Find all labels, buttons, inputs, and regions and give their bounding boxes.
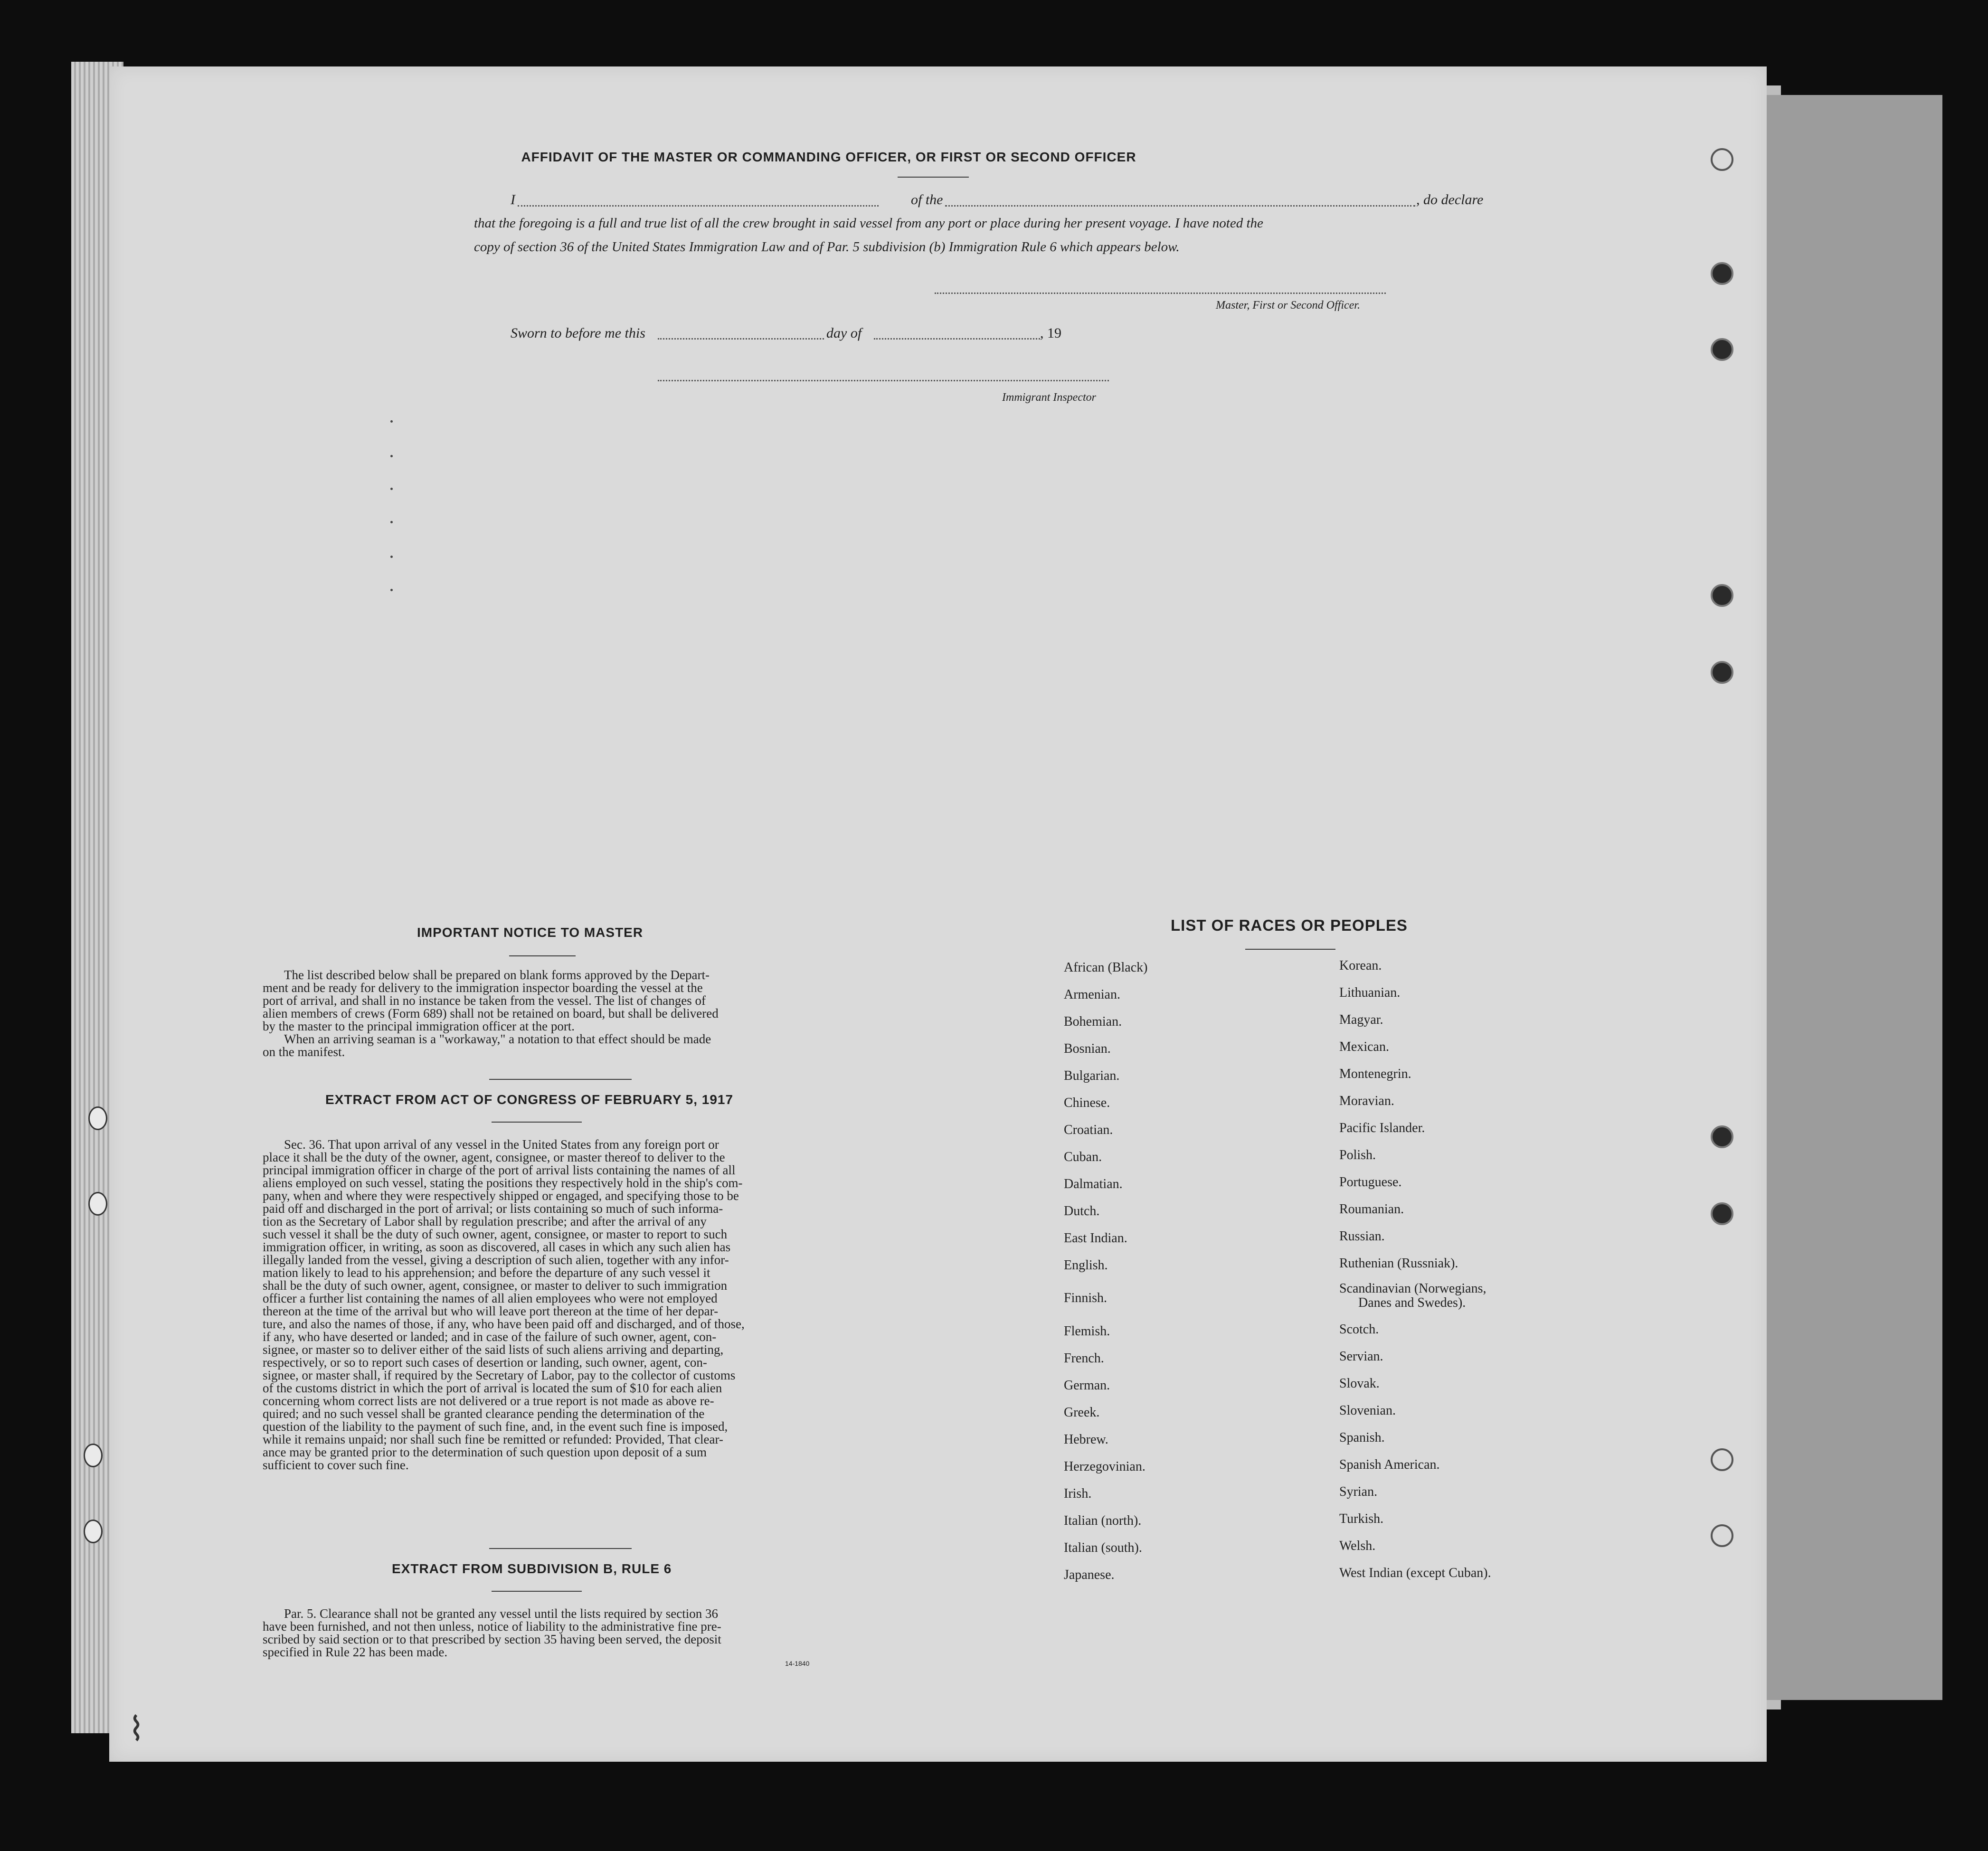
sworn-year: , 19	[1040, 325, 1061, 341]
rule-extract-body	[263, 1607, 809, 1659]
rule-line: have been furnished, and not then unless, notice of liability to the administrative fine pre-	[263, 1619, 721, 1634]
notice-line: When an arriving seaman is a "workaway," a notation to that effect should be made	[284, 1032, 711, 1046]
master-signature-line[interactable]	[935, 293, 1386, 294]
race-left: Dutch.	[1064, 1204, 1100, 1218]
race-left: French.	[1064, 1351, 1104, 1366]
act-line: tion as the Secretary of Labor shall by regulation prescribe; and after the arrival of any	[263, 1214, 707, 1228]
act-line: thereon at the time of the arrival but who will leave port thereon at the time of her depar-	[263, 1304, 719, 1318]
race-left: Chinese.	[1064, 1095, 1110, 1110]
name-blank[interactable]	[518, 205, 879, 207]
race-right: Scotch.	[1339, 1322, 1379, 1337]
act-line: Sec. 36. That upon arrival of any vessel in the United States from any foreign port or	[284, 1137, 719, 1152]
race-right: Lithuanian.	[1339, 985, 1401, 1000]
margin-tick	[390, 589, 393, 591]
title-underline	[898, 177, 969, 178]
act-line: sufficient to cover such fine.	[263, 1458, 409, 1472]
affidavit-of-the: of the	[911, 192, 943, 208]
margin-tick	[390, 521, 393, 523]
race-right: Korean.	[1339, 958, 1382, 973]
race-left: African (Black)	[1064, 960, 1148, 975]
act-line: pany, when and where they were respectively shipped or engaged, and specifying those to be	[263, 1189, 739, 1203]
race-right-continuation: Danes and Swedes).	[1358, 1295, 1466, 1310]
race-right: Scandinavian (Norwegians,	[1339, 1281, 1486, 1296]
act-line: paid off and discharged in the port of arrival; or lists containing so much of such informa-	[263, 1201, 723, 1216]
margin-tick	[390, 420, 393, 423]
margin-tick	[390, 556, 393, 558]
race-left: Dalmatian.	[1064, 1177, 1123, 1191]
race-right: Spanish American.	[1339, 1457, 1440, 1472]
race-right: Roumanian.	[1339, 1202, 1404, 1217]
act-title-underline	[492, 1122, 582, 1123]
race-right: Welsh.	[1339, 1539, 1376, 1553]
act-line: aliens employed on such vessel, stating the positions they respectively hold in the ship's com-	[263, 1176, 743, 1190]
act-line: signee, or master shall, if required by the Secretary of Labor, pay to the collector of customs	[263, 1368, 736, 1382]
race-left: East Indian.	[1064, 1231, 1127, 1246]
act-line: if any, who have deserted or landed; and in case of the failure of such owner, agent, con-	[263, 1330, 717, 1344]
race-right: Slovak.	[1339, 1376, 1380, 1391]
act-line: mation likely to lead to his apprehension; and before the departure of any such vessel it	[263, 1265, 710, 1280]
race-left: Italian (north).	[1064, 1513, 1142, 1528]
act-line: shall be the duty of such owner, agent, consignee, or master to deliver to such immigration	[263, 1278, 728, 1293]
act-line: immigration officer, in writing, as soon as discovered, all cases in which any such alien has	[263, 1240, 731, 1254]
binder-hole	[1711, 584, 1733, 607]
race-right: Mexican.	[1339, 1039, 1389, 1054]
sworn-day-blank[interactable]	[658, 338, 824, 340]
act-line: signee, or master so to deliver either of the said lists of such aliens arriving and departing,	[263, 1342, 724, 1357]
binder-hole	[1711, 1524, 1733, 1547]
binder-hole	[1711, 1202, 1733, 1225]
act-line: such vessel it shall be the duty of such owner, agent, consignee, or master to report to such	[263, 1227, 728, 1241]
race-right: Spanish.	[1339, 1430, 1385, 1445]
act-line: place it shall be the duty of the owner, agent, consignee, or master thereof to deliver to the	[263, 1150, 725, 1164]
left-binder-hole	[84, 1444, 103, 1467]
left-binder-hole	[88, 1106, 107, 1130]
race-left: Bohemian.	[1064, 1014, 1122, 1029]
sworn-day-of: day of	[826, 325, 862, 341]
notice-line: alien members of crews (Form 689) shall not be retained on board, but shall be delivered	[263, 1006, 719, 1020]
act-line: concerning whom correct lists are not delivered or a true report is not made as above re-	[263, 1394, 714, 1408]
race-right: Pacific Islander.	[1339, 1121, 1425, 1135]
notice-body	[263, 969, 809, 1058]
notice-line: port of arrival, and shall in no instance be taken from the vessel. The list of changes of	[263, 993, 706, 1008]
race-left: Bosnian.	[1064, 1041, 1111, 1056]
ledger-page	[109, 66, 1767, 1762]
margin-tick	[390, 488, 393, 490]
affidavit-declare: , do declare	[1416, 192, 1484, 208]
race-left: Herzegovinian.	[1064, 1459, 1145, 1474]
race-right: Turkish.	[1339, 1511, 1384, 1526]
binder-hole	[1711, 338, 1733, 361]
sworn-month-blank[interactable]	[874, 338, 1040, 340]
notice-title-underline	[509, 955, 576, 956]
act-line: principal immigration officer in charge of the port of arrival lists containing the names of all	[263, 1163, 736, 1177]
notice-line: on the manifest.	[263, 1045, 345, 1059]
act-line: ture, and also the names of those, if any, who have been paid off and discharged, and of those,	[263, 1317, 745, 1331]
section-divider	[489, 1079, 632, 1080]
affidavit-i: I	[511, 192, 515, 208]
act-line: respectively, or so to report such cases of desertion or landing, such owner, agent, con-	[263, 1355, 707, 1369]
form-number: 14-1840	[785, 1660, 810, 1667]
back-sheet	[1767, 95, 1942, 1700]
race-right: Magyar.	[1339, 1012, 1383, 1027]
race-left: Flemish.	[1064, 1324, 1110, 1339]
act-line: quired; and no such vessel shall be granted clearance pending the determination of the	[263, 1407, 705, 1421]
left-binder-hole	[88, 1192, 107, 1216]
race-left: Hebrew.	[1064, 1432, 1108, 1447]
binder-hole	[1711, 262, 1733, 285]
act-extract-title: EXTRACT FROM ACT OF CONGRESS OF FEBRUARY 5, 1917	[325, 1092, 734, 1107]
rule-extract-title: EXTRACT FROM SUBDIVISION B, RULE 6	[392, 1561, 672, 1576]
act-line: illegally landed from the vessel, giving a description of such alien, together with any infor-	[263, 1253, 729, 1267]
races-title-underline	[1245, 949, 1335, 950]
race-left: Croatian.	[1064, 1123, 1113, 1137]
notice-title: IMPORTANT NOTICE TO MASTER	[417, 925, 644, 940]
rule-line: scribed by said section or to that prescribed by section 35 having been served, the deposit	[263, 1632, 721, 1646]
race-right: Ruthenian (Russniak).	[1339, 1256, 1458, 1271]
notice-line: by the master to the principal immigration officer at the port.	[263, 1019, 575, 1033]
affidavit-line-2: that the foregoing is a full and true list of all the crew brought in said vessel from any port or place during her present voyage. I have noted the	[474, 216, 1263, 231]
act-extract-body	[263, 1138, 809, 1472]
race-right: Syrian.	[1339, 1484, 1378, 1499]
race-left: Cuban.	[1064, 1150, 1102, 1164]
rule-title-underline	[492, 1591, 582, 1592]
pencil-mark: ⌇	[128, 1709, 145, 1748]
binder-hole	[1711, 1448, 1733, 1471]
act-line: ance may be granted prior to the determination of such question upon deposit of a sum	[263, 1445, 707, 1459]
race-left: Armenian.	[1064, 987, 1120, 1002]
master-signature-caption: Master, First or Second Officer.	[1216, 299, 1360, 312]
binder-hole	[1711, 1125, 1733, 1148]
races-title: LIST OF RACES OR PEOPLES	[1171, 916, 1408, 934]
left-binder-hole	[84, 1520, 103, 1543]
act-line: question of the liability to the payment of such fine, and, in the event such fine is imposed,	[263, 1419, 728, 1434]
act-line: of the customs district in which the port of arrival is located the sum of $10 for each alien	[263, 1381, 722, 1395]
race-left: English.	[1064, 1258, 1108, 1273]
binder-hole	[1711, 661, 1733, 684]
binder-hole	[1711, 148, 1733, 171]
race-left: Japanese.	[1064, 1568, 1115, 1582]
race-left: Irish.	[1064, 1486, 1092, 1501]
race-left: Bulgarian.	[1064, 1068, 1120, 1083]
race-right: Portuguese.	[1339, 1175, 1402, 1190]
rule-line: Par. 5. Clearance shall not be granted any vessel until the lists required by section 36	[284, 1606, 719, 1621]
race-left: German.	[1064, 1378, 1110, 1393]
race-right: Slovenian.	[1339, 1403, 1396, 1418]
act-line: officer a further list containing the names of all alien employees who were not employed	[263, 1291, 718, 1305]
margin-tick	[390, 455, 393, 457]
act-line: while it remains unpaid; nor shall such fine be remitted or refunded: Provided, That clear-	[263, 1432, 723, 1446]
vessel-blank[interactable]	[945, 205, 1415, 207]
race-right: West Indian (except Cuban).	[1339, 1566, 1491, 1580]
race-left: Greek.	[1064, 1405, 1100, 1420]
inspector-signature-line[interactable]	[658, 380, 1109, 381]
affidavit-line-3: copy of section 36 of the United States Immigration Law and of Par. 5 subdivision (b) Immigration Rule 6 which appears below.	[474, 239, 1180, 255]
rule-line: specified in Rule 22 has been made.	[263, 1645, 448, 1659]
race-left: Finnish.	[1064, 1291, 1108, 1305]
affidavit-title: AFFIDAVIT OF THE MASTER OR COMMANDING OFFICER, OR FIRST OR SECOND OFFICER	[521, 150, 1136, 164]
notice-line: The list described below shall be prepared on blank forms approved by the Depart-	[284, 968, 710, 982]
section-divider	[489, 1548, 632, 1549]
race-left: Italian (south).	[1064, 1540, 1142, 1555]
inspector-caption: Immigrant Inspector	[1002, 391, 1096, 404]
race-right: Polish.	[1339, 1148, 1376, 1162]
race-right: Russian.	[1339, 1229, 1385, 1244]
race-right: Montenegrin.	[1339, 1067, 1411, 1081]
notice-line: ment and be ready for delivery to the immigration inspector boarding the vessel at the	[263, 981, 703, 995]
race-right: Servian.	[1339, 1349, 1383, 1364]
race-right: Moravian.	[1339, 1094, 1394, 1108]
sworn-prefix: Sworn to before me this	[511, 325, 645, 341]
